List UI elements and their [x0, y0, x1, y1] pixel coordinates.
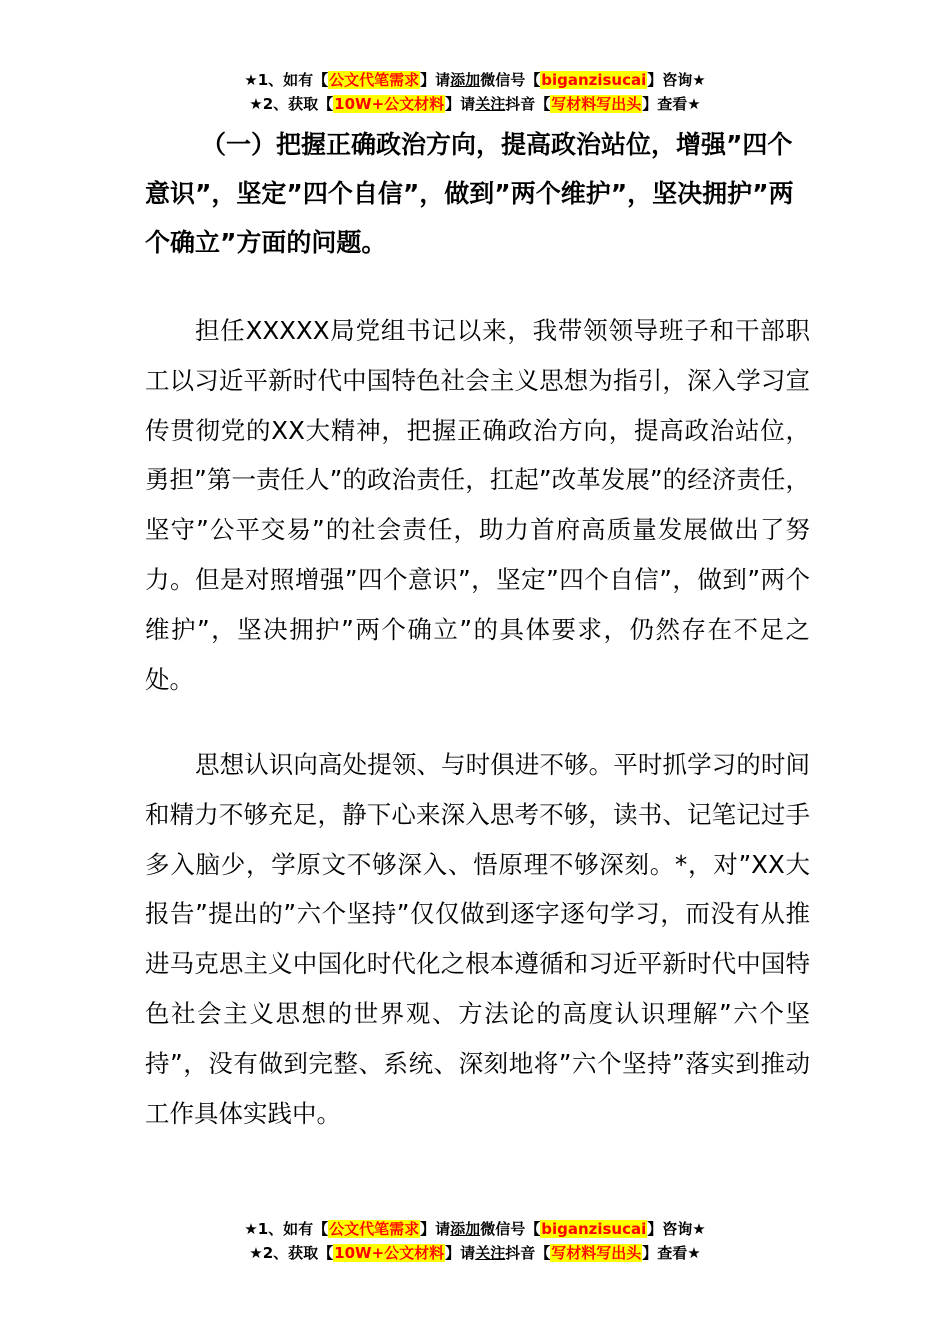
- banner-line-2: ★2、获取【10W+公文材料】请关注抖音【写材料写出头】查看★: [249, 95, 701, 113]
- highlight-service: 公文代笔需求: [329, 71, 420, 89]
- banner-line-1: ★1、如有【公文代笔需求】请添加微信号【biganzisucai】咨询★: [244, 1220, 706, 1238]
- star-icon: ★: [692, 71, 706, 89]
- banner-line-2: ★2、获取【10W+公文材料】请关注抖音【写材料写出头】查看★: [249, 1244, 701, 1262]
- highlight-douyin-account: 写材料写出头: [551, 95, 642, 113]
- highlight-wechat-id: biganzisucai: [541, 1220, 647, 1238]
- star-icon: ★: [249, 95, 263, 113]
- header-banner: [0, 68, 950, 116]
- star-icon: ★: [687, 1244, 701, 1262]
- body-paragraph-2: 思想认识向高处提领、与时俱进不够。平时抓学习的时间和精力不够充足，静下心来深入思考不够，读书、记笔记过手多入脑少，学原文不够深入、悟原理不够深刻。*，对”XX大报告”提出的”六个坚持”仅仅做到逐字逐句学习，而没有从推进马克思主义中国化时代化之根本遵循和习近平新时代中国特色社会主义思想的世界观、方法论的高度认识理解”六个坚持”，没有做到完整、系统、深刻地将”六个坚持”落实到推动工作具体实践中。: [145, 750, 810, 1128]
- star-icon: ★: [244, 1220, 258, 1238]
- banner-line-1: ★1、如有【公文代笔需求】请添加微信号【biganzisucai】咨询★: [244, 71, 706, 89]
- star-icon: ★: [692, 1220, 706, 1238]
- star-icon: ★: [244, 71, 258, 89]
- footer-banner: [0, 1217, 950, 1265]
- highlight-materials: 10W+公文材料: [334, 95, 445, 113]
- highlight-wechat-id: biganzisucai: [541, 71, 647, 89]
- body-paragraph-1: 担任XXXXX局党组书记以来，我带领领导班子和干部职工以习近平新时代中国特色社会主义思想为指引，深入学习宣传贯彻党的XX大精神，把握正确政治方向，提高政治站位，勇担”第一责任人”的政治责任，扛起”改革发展”的经济责任，坚守”公平交易”的社会责任，助力首府高质量发展做出了努力。但是对照增强”四个意识”，坚定”四个自信”，做到”两个维护”，坚决拥护”两个确立”的具体要求，仍然存在不足之处。: [145, 316, 810, 694]
- highlight-douyin-account: 写材料写出头: [551, 1244, 642, 1262]
- section-heading: （一）把握正确政治方向，提高政治站位，增强”四个意识”，坚定”四个自信”，做到”两个维护”，坚决拥护”两个确立”方面的问题。: [145, 130, 794, 257]
- star-icon: ★: [687, 95, 701, 113]
- highlight-materials: 10W+公文材料: [334, 1244, 445, 1262]
- highlight-service: 公文代笔需求: [329, 1220, 420, 1238]
- star-icon: ★: [249, 1244, 263, 1262]
